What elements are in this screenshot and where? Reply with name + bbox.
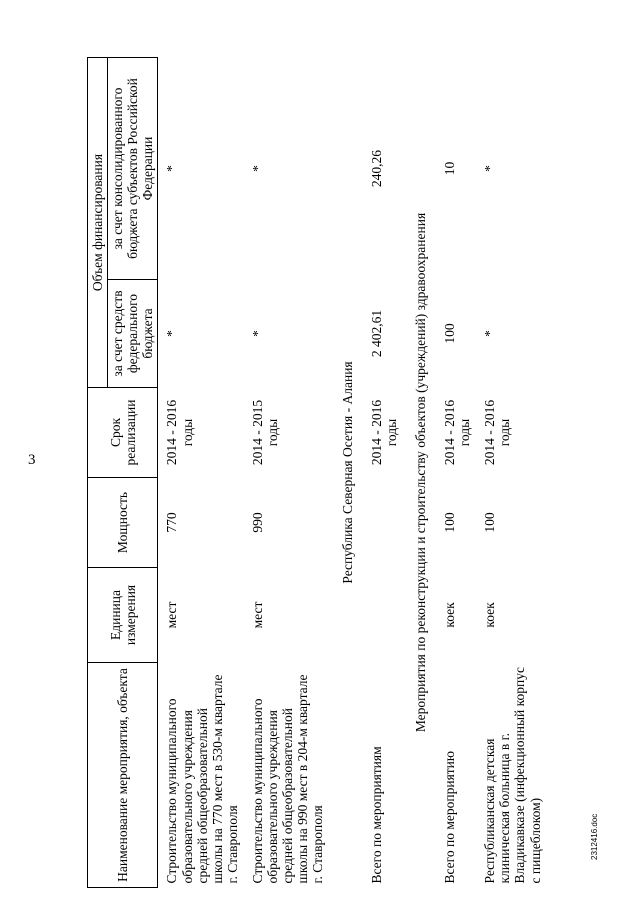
total-term: 2014 - 2016 годы: [441, 399, 473, 466]
page-number: 3: [28, 452, 36, 468]
header-regional: за счет консолидированного бюджета субъектов Российской Федерации: [108, 58, 158, 280]
row-regional: *: [482, 165, 498, 172]
header-name: Наименование мероприятия, объекта: [88, 663, 158, 888]
total-federal: 100: [441, 323, 457, 344]
region-title: Республика Северная Осетия - Алания: [339, 361, 355, 584]
row-regional: *: [164, 165, 180, 172]
table-row: [476, 58, 546, 888]
row-term: 2014 - 2016 годы: [164, 399, 195, 466]
header-volume: Объем финансирования: [88, 58, 108, 388]
table-row: [158, 58, 244, 888]
region-heading-row: [330, 58, 363, 888]
header-federal: за счет средств федерального бюджета: [108, 280, 158, 388]
rotated-table-page: [87, 58, 607, 888]
row-unit: мест: [249, 601, 265, 629]
header-term: Срок реализации: [88, 388, 158, 478]
row-name: Строительство муниципального образовательного учреждения средней общеобразовательной школы на 990 мест в 204-м квартале г. Ставрополя: [249, 674, 326, 884]
header-capacity: Мощность: [88, 478, 158, 568]
total-regional: 10: [441, 161, 457, 176]
section-heading-row: [403, 58, 436, 888]
table-row: [244, 58, 330, 888]
row-capacity: 770: [164, 512, 180, 533]
total-capacity: 100: [441, 512, 457, 533]
row-name: Республиканская детская клиническая больница в г. Владикавказе (инфекционный корпус с пищеблоком): [482, 667, 543, 884]
total-unit: [363, 568, 403, 663]
row-federal: *: [164, 330, 180, 337]
row-capacity: 990: [249, 512, 265, 533]
total-unit: коек: [441, 602, 457, 628]
row-name: Строительство муниципального образовательного учреждения средней общеобразовательной школы на 770 мест в 530-м квартале г. Ставрополя: [164, 674, 240, 884]
total-name: Всего по мероприятиям: [368, 746, 384, 884]
row-capacity: 100: [482, 512, 498, 533]
row-federal: *: [249, 330, 265, 337]
total-row: [436, 58, 476, 888]
financing-table: [87, 57, 547, 888]
total-federal: 2 402,61: [368, 309, 384, 358]
total-row: [363, 58, 403, 888]
row-regional: *: [249, 165, 265, 172]
row-term: 2014 - 2016 годы: [482, 399, 513, 466]
row-unit: коек: [482, 602, 498, 628]
header-unit: Единица измерения: [88, 568, 158, 663]
total-capacity: [363, 478, 403, 568]
row-unit: мест: [164, 601, 180, 629]
document-id: 2312416.doc: [590, 813, 599, 860]
section-title: Мероприятия по реконструкции и строительству объектов (учреждений) здравоохранения: [412, 212, 428, 733]
total-term: 2014 - 2016 годы: [368, 399, 399, 466]
row-term: 2014 - 2015 годы: [249, 399, 281, 466]
row-federal: *: [482, 330, 498, 337]
total-name: Всего по мероприятию: [441, 751, 457, 884]
total-regional: 240,26: [368, 149, 384, 188]
